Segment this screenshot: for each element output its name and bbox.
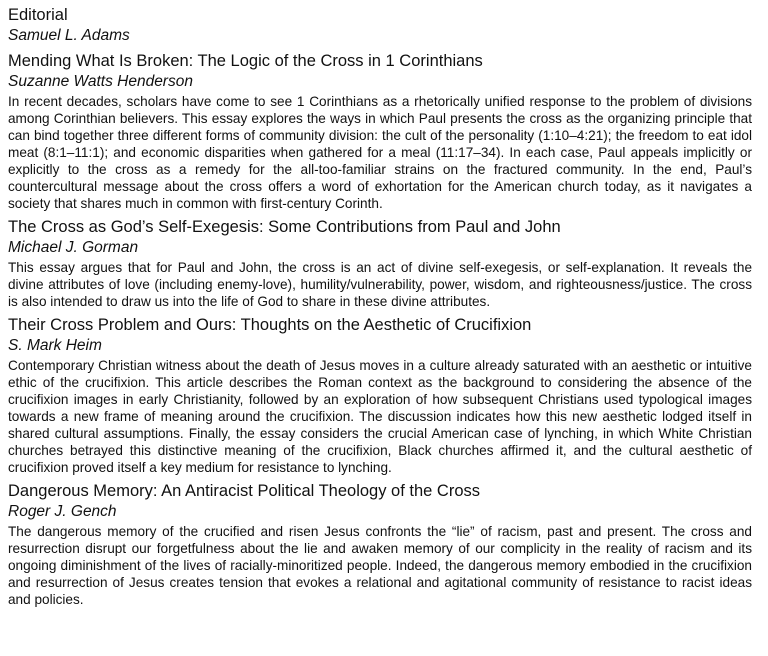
article-title: Dangerous Memory: An Antiracist Political Theology of the Cross xyxy=(8,482,480,500)
editorial-entry xyxy=(8,4,752,46)
editorial-author: Samuel L. Adams xyxy=(8,27,130,44)
article-author: S. Mark Heim xyxy=(8,337,102,354)
article-abstract: This essay argues that for Paul and John, the cross is an act of divine self-exegesis, or self-explanation. It reveals the divine attributes of love (including enemy-love), humility/vulnerability, power, wisdom, and righteousness/justice. The cross is also intended to draw us into the life of God to share in these divine attributes. xyxy=(8,260,752,309)
article-title: The Cross as God’s Self-Exegesis: Some Contributions from Paul and John xyxy=(8,218,561,236)
contents-page xyxy=(8,4,752,612)
editorial-heading: Editorial xyxy=(8,6,68,24)
article-entry xyxy=(8,314,752,476)
article-abstract: Contemporary Christian witness about the death of Jesus moves in a culture already saturated with an aesthetic or intuitive ethic of the crucifixion. This article describes the Roman context as the background to considering the absence of the crucifixion images in early Christianity, followed by an exploration of how subsequent Christians used typological images towards a new frame of meaning around the crucifixion. The discussion indicates how this new aesthetic lodged itself in shared cultural assumptions. Finally, the essay considers the crucial American case of lynching, in which White Christian churches betrayed this distinctive meaning of the crucifixion, Black churches affirmed it, and the cultural aesthetic of crucifixion proved itself a key medium for resistance to lynching. xyxy=(8,358,752,475)
article-entry xyxy=(8,216,752,310)
article-author: Michael J. Gorman xyxy=(8,239,139,256)
article-author: Suzanne Watts Henderson xyxy=(8,73,193,90)
article-abstract: The dangerous memory of the crucified and risen Jesus confronts the “lie” of racism, past and present. The cross and resurrection disrupt our forgetfulness about the lie and awaken memory of our complicity in the reality of racism and its ongoing diminishment of the lives of racially-minoritized people. Indeed, the dangerous memory embodied in the crucifixion and resurrection of Jesus creates tension that evokes a relational and agitational community of resistance to racist ideas and policies. xyxy=(8,524,752,607)
article-title: Their Cross Problem and Ours: Thoughts on the Aesthetic of Crucifixion xyxy=(8,316,532,334)
article-entry xyxy=(8,480,752,608)
article-entry xyxy=(8,50,752,212)
article-abstract: In recent decades, scholars have come to see 1 Corinthians as a rhetorically unified response to the problem of divisions among Corinthian believers. This essay explores the ways in which Paul presents the cross as the organizing principle that can bind together three different forms of community division: the cult of the personality (1:10–4:21); the freedom to eat idol meat (8:1–11:1); and economic disparities when gathered for a meal (11:17–34). In each case, Paul appeals implicitly or explicitly to the cross as a remedy for the all-too-familiar strains on the fractured community. In the end, Paul’s countercultural message about the cross offers a word of exhortation for the American church today, as it navigates a society that shares much in common with first-century Corinth. xyxy=(8,94,752,211)
article-author: Roger J. Gench xyxy=(8,503,117,520)
article-title: Mending What Is Broken: The Logic of the Cross in 1 Corinthians xyxy=(8,52,483,70)
